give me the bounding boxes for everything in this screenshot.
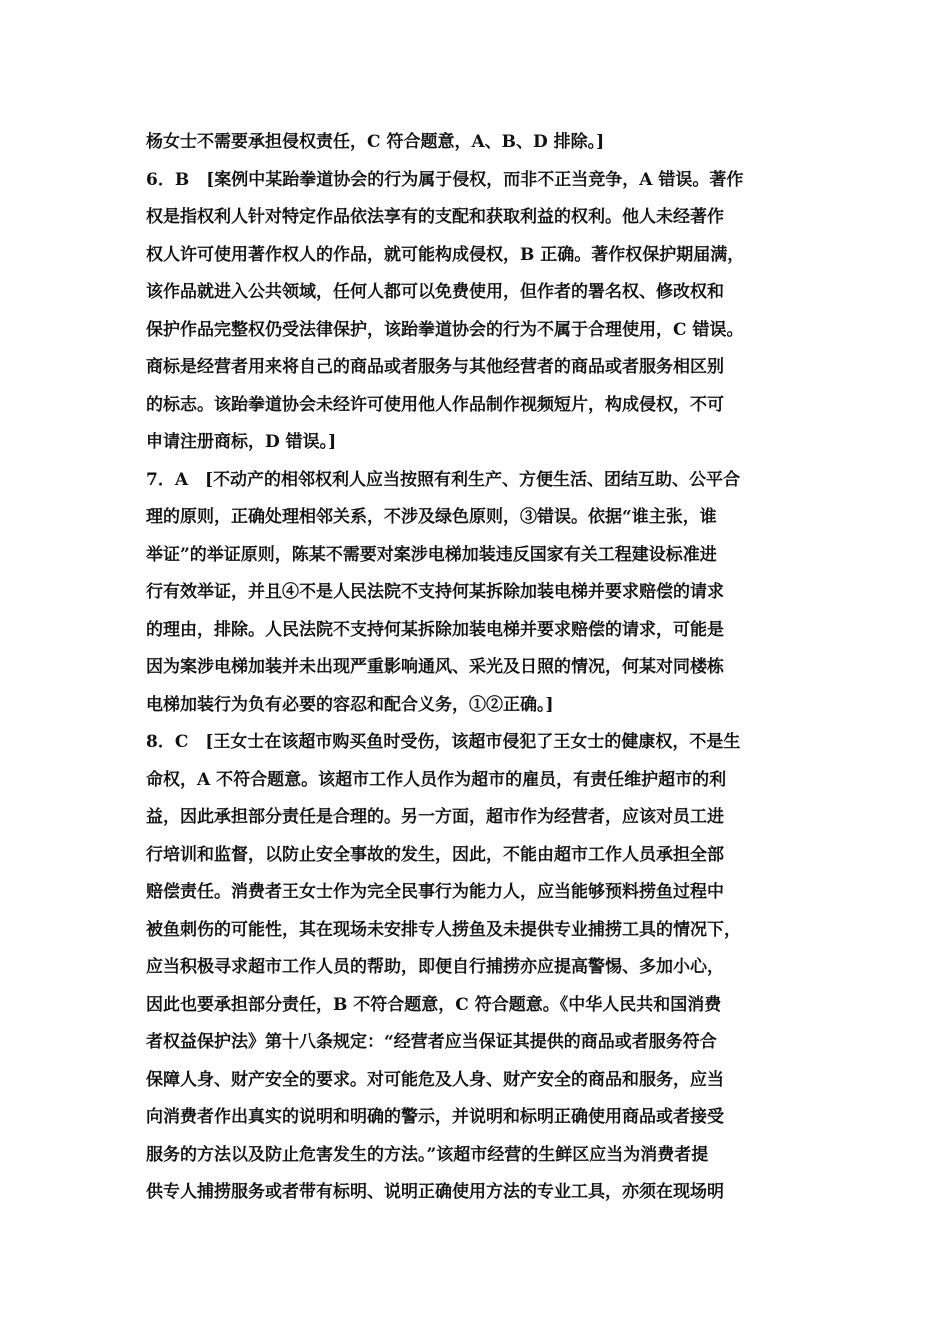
text-line: 命权，A 不符合题意。该超市工作人员作为超市的雇员，有责任维护超市的利 — [146, 769, 727, 790]
text-line: 供专人捕捞服务或者带有标明、说明正确使用方法的专业工具，亦须在现场明 — [146, 1182, 724, 1202]
text-line: 益，因此承担部分责任是合理的。另一方面，超市作为经营者，应该对员工进 — [146, 807, 724, 827]
text-line: 者权益保护法》第十八条规定：“经营者应当保证其提供的商品或者服务符合 — [146, 1032, 717, 1052]
text-line: 电梯加装行为负有必要的容忍和配合义务，①②正确。] — [146, 694, 554, 715]
text-line: 因为案涉电梯加装并未出现严重影响通风、采光及日照的情况，何某对同楼栋 — [146, 657, 724, 677]
answer-8-heading-line: 8．C [王女士在该超市购买鱼时受伤，该超市侵犯了王女士的健康权，不是生 — [146, 732, 741, 752]
document-body — [146, 124, 822, 1212]
text-line: 保护作品完整权仍受法律保护，该跆拳道协会的行为不属于合理使用，C 错误。 — [146, 319, 744, 340]
text-line: 的标志。该跆拳道协会未经许可使用他人作品制作视频短片，构成侵权，不可 — [146, 394, 724, 415]
answer-7-heading-line: 7．A [不动产的相邻权利人应当按照有利生产、方便生活、团结互助、公平合 — [146, 469, 741, 490]
text-line: 赔偿责任。消费者王女士作为完全民事行为能力人，应当能够预料捞鱼过程中 — [146, 882, 724, 902]
text-line: 应当积极寻求超市工作人员的帮助，即便自行捕捞亦应提高警惕、多加小心， — [146, 957, 724, 977]
text-line: 该作品就进入公共领域，任何人都可以免费使用，但作者的署名权、修改权和 — [146, 282, 724, 302]
text-line: 权是指权利人针对特定作品依法享有的支配和获取利益的权利。他人未经著作 — [146, 207, 724, 227]
text-line: 杨女士不需要承担侵权责任，C 符合题意，A、B、D 排除。] — [146, 132, 605, 152]
text-line: 权人许可使用著作权人的作品，就可能构成侵权，B 正确。著作权保护期届满， — [146, 244, 745, 265]
text-line: 申请注册商标，D 错误。] — [146, 432, 337, 452]
text-line: 保障人身、财产安全的要求。对可能危及人身、财产安全的商品和服务，应当 — [146, 1069, 724, 1090]
text-line: 的理由，排除。人民法院不支持何某拆除加装电梯并要求赔偿的请求，可能是 — [146, 619, 724, 640]
text-line: 举证”的举证原则，陈某不需要对案涉电梯加装违反国家有关工程建设标准进 — [146, 544, 717, 565]
text-line: 行培训和监督，以防止安全事故的发生，因此，不能由超市工作人员承担全部 — [146, 844, 724, 865]
text-line: 服务的方法以及防止危害发生的方法。”该超市经营的生鲜区应当为消费者提 — [146, 1144, 709, 1165]
answer-6-heading-line: 6．B [案例中某跆拳道协会的行为属于侵权，而非不正当竞争，A 错误。著作 — [146, 169, 744, 190]
text-line: 因此也要承担部分责任，B 不符合题意，C 符合题意。《中华人民共和国消费 — [146, 994, 722, 1015]
text-line: 被鱼刺伤的可能性，其在现场未安排专人捞鱼及未提供专业捕捞工具的情况下， — [146, 919, 741, 940]
text-line: 理的原则，正确处理相邻关系，不涉及绿色原则，③错误。依据“谁主张，谁 — [146, 507, 717, 527]
text-line: 向消费者作出真实的说明和明确的警示，并说明和标明正确使用商品或者接受 — [146, 1107, 724, 1127]
text-line: 行有效举证，并且④不是人民法院不支持何某拆除加装电梯并要求赔偿的请求 — [146, 582, 724, 602]
text-line: 商标是经营者用来将自己的商品或者服务与其他经营者的商品或者服务相区别 — [146, 357, 724, 377]
